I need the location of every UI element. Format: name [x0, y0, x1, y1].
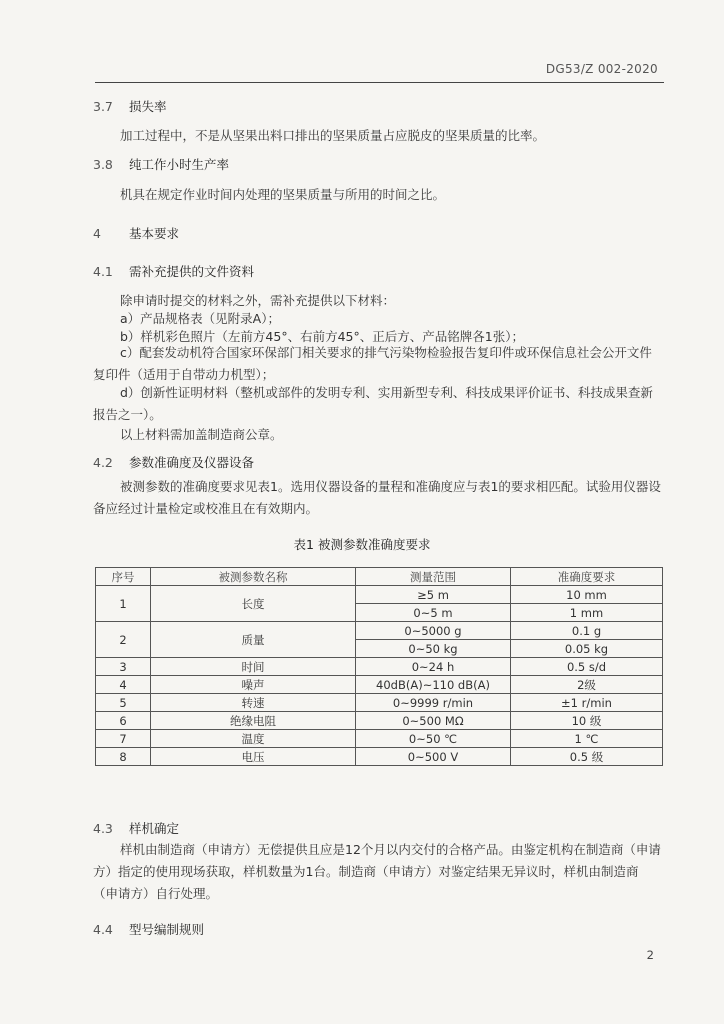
measure-range: 0~5000 g: [356, 622, 511, 640]
paragraph: 以上材料需加盖制造商公章。: [120, 427, 283, 442]
parameter-name: 长度: [151, 586, 356, 622]
accuracy-value: 0.5 级: [511, 748, 663, 766]
section-number: 4.2: [93, 455, 113, 470]
table-row: [96, 730, 663, 748]
measure-range: 0~500 V: [356, 748, 511, 766]
section-heading: [93, 920, 204, 938]
row-number: 5: [96, 694, 151, 712]
table-header-row: [96, 568, 663, 586]
table-caption: 表1 被测参数准确度要求: [293, 537, 431, 552]
row-number: 1: [96, 586, 151, 622]
header-rule: [95, 82, 664, 83]
table-row: [96, 748, 663, 766]
measure-range: 0~5 m: [356, 604, 511, 622]
table-row: [96, 658, 663, 676]
table-row: [96, 712, 663, 730]
paragraph: 加工过程中，不是从坚果出料口排出的坚果质量占应脱皮的坚果质量的比率。: [120, 128, 546, 143]
table-row: [96, 586, 663, 604]
section-heading: [93, 453, 254, 471]
section-number: 4.3: [93, 821, 113, 836]
section-title: 样机确定: [129, 821, 180, 836]
section-title: 参数准确度及仪器设备: [129, 455, 255, 470]
row-number: 6: [96, 712, 151, 730]
accuracy-value: 2级: [511, 676, 663, 694]
section-heading: [93, 819, 179, 837]
list-item: a）产品规格表（见附录A）；: [120, 311, 280, 326]
table-row: [96, 694, 663, 712]
column-header: 序号: [96, 568, 151, 586]
section-heading: [93, 97, 167, 115]
section-number: 4.4: [93, 922, 113, 937]
paragraph: 被测参数的准确度要求见表1。选用仪器设备的量程和准确度应与表1的要求相匹配。试验用仪器设备应经过计量检定或校准且在有效期内。: [93, 479, 661, 516]
accuracy-value: 1 mm: [511, 604, 663, 622]
accuracy-value: 10 mm: [511, 586, 663, 604]
parameter-name: 电压: [151, 748, 356, 766]
row-number: 3: [96, 658, 151, 676]
section-number: 4.1: [93, 264, 113, 279]
parameter-name: 转速: [151, 694, 356, 712]
row-number: 8: [96, 748, 151, 766]
section-title: 基本要求: [129, 226, 180, 241]
section-title: 需补充提供的文件资料: [129, 264, 255, 279]
accuracy-value: 1 ℃: [511, 730, 663, 748]
table-row: [96, 676, 663, 694]
accuracy-value: 0.5 s/d: [511, 658, 663, 676]
section-heading: [93, 224, 179, 242]
section-heading: [93, 155, 229, 173]
list-item: d）创新性证明材料（整机或部件的发明专利、实用新型专利、科技成果评价证书、科技成果查新报告之一）。: [93, 385, 653, 422]
accuracy-value: 0.05 kg: [511, 640, 663, 658]
paragraph: 样机由制造商（申请方）无偿提供且应是12个月以内交付的合格产品。由鉴定机构在制造商（申请方）指定的使用现场获取，样机数量为1台。制造商（申请方）对鉴定结果无异议时，样机由制造商（申请方）自行处理。: [93, 842, 661, 901]
parameter-name: 温度: [151, 730, 356, 748]
row-number: 4: [96, 676, 151, 694]
accuracy-value: 0.1 g: [511, 622, 663, 640]
parameter-name: 绝缘电阻: [151, 712, 356, 730]
accuracy-table: [95, 567, 663, 766]
section-number: 4: [93, 226, 101, 241]
table-row: [96, 622, 663, 640]
measure-range: 0~50 ℃: [356, 730, 511, 748]
parameter-name: 质量: [151, 622, 356, 658]
accuracy-value: 10 级: [511, 712, 663, 730]
list-item: c）配套发动机符合国家环保部门相关要求的排气污染物检验报告复印件或环保信息社会公开文件复印件（适用于自带动力机型）；: [93, 345, 652, 382]
section-heading: [93, 262, 254, 280]
section-title: 型号编制规则: [129, 922, 205, 937]
measure-range: 0~24 h: [356, 658, 511, 676]
measure-range: 0~500 MΩ: [356, 712, 511, 730]
accuracy-value: ±1 r/min: [511, 694, 663, 712]
paragraph: 除申请时提交的材料之外，需补充提供以下材料：: [120, 293, 396, 308]
row-number: 7: [96, 730, 151, 748]
section-title: 损失率: [129, 99, 167, 114]
column-header: 测量范围: [356, 568, 511, 586]
section-title: 纯工作小时生产率: [129, 157, 230, 172]
measure-range: 0~9999 r/min: [356, 694, 511, 712]
measure-range: 0~50 kg: [356, 640, 511, 658]
paragraph: 机具在规定作业时间内处理的坚果质量与所用的时间之比。: [120, 187, 446, 202]
page-number: 2: [646, 948, 654, 962]
doc-code: DG53/Z 002-2020: [545, 62, 658, 76]
parameter-name: 噪声: [151, 676, 356, 694]
section-number: 3.7: [93, 99, 113, 114]
column-header: 准确度要求: [511, 568, 663, 586]
column-header: 被测参数名称: [151, 568, 356, 586]
measure-range: ≥5 m: [356, 586, 511, 604]
measure-range: 40dB(A)~110 dB(A): [356, 676, 511, 694]
row-number: 2: [96, 622, 151, 658]
parameter-name: 时间: [151, 658, 356, 676]
list-item: b）样机彩色照片（左前方45°、右前方45°、正后方、产品铭牌各1张）；: [120, 329, 524, 344]
section-number: 3.8: [93, 157, 113, 172]
